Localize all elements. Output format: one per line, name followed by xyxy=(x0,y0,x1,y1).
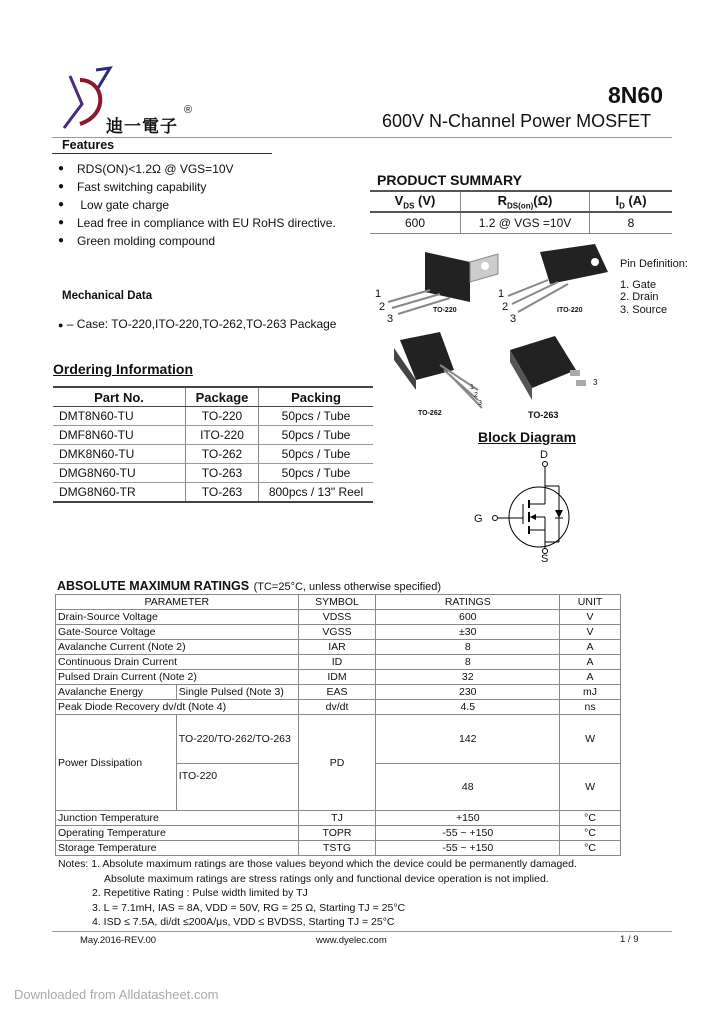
col-id: $I_D$ (A) xyxy=(590,191,673,212)
amr-heading: ABSOLUTE MAXIMUM RATINGS xyxy=(57,579,250,593)
features-rule xyxy=(52,153,272,154)
ito220-package-icon xyxy=(508,244,608,312)
amr-col-symbol: SYMBOL xyxy=(298,595,376,610)
to263-label: TO-263 xyxy=(528,410,559,420)
table-row: Power Dissipation TO-220/TO-262/TO-263 PD 142 W xyxy=(56,715,621,764)
feature-item: ● RDS(ON)<1.2Ω @ VGS=10V xyxy=(58,162,234,176)
to262-label: TO-262 xyxy=(418,410,442,417)
footer-rule xyxy=(52,931,672,932)
block-diagram-heading: Block Diagram xyxy=(478,429,577,445)
product-summary-heading: PRODUCT SUMMARY xyxy=(377,172,522,188)
table-row: ITO-220 48 W xyxy=(56,764,621,811)
col-rds: $R_{DS(on)}(\Omega)$ xyxy=(461,191,590,212)
source-label: S xyxy=(541,553,549,565)
logo-chinese-text: 迪一電子 xyxy=(106,117,178,137)
table-row: Junction Temperature TJ +150 °C xyxy=(56,811,621,826)
mechanical-heading: Mechanical Data xyxy=(62,290,153,302)
ordering-col-part: Part No. xyxy=(53,387,186,407)
amr-table xyxy=(55,594,621,856)
feature-item: ● Low gate charge xyxy=(58,198,170,212)
col-vds: $V_{DS}$ (V) xyxy=(370,191,461,212)
note-2: 2. Repetitive Rating : Pulse width limited by TJ xyxy=(92,887,308,899)
amr-col-ratings: RATINGS xyxy=(376,595,560,610)
product-summary-table xyxy=(370,190,672,234)
ordering-table xyxy=(53,386,373,503)
table-row: DMF8N60-TU ITO-220 50pcs / Tube xyxy=(53,426,373,445)
table-row: Drain-Source Voltage VDSS 600 V xyxy=(56,610,621,625)
table-row: Pulsed Drain Current (Note 2) IDM 32 A xyxy=(56,670,621,685)
amr-condition: (TC=25°C, unless otherwise specified) xyxy=(253,581,442,593)
table-row: Continuous Drain Current ID 8 A xyxy=(56,655,621,670)
table-row: DMT8N60-TU TO-220 50pcs / Tube xyxy=(53,407,373,426)
ordering-heading: Ordering Information xyxy=(53,361,193,377)
device-subtitle: 600V N-Channel Power MOSFET xyxy=(382,111,652,131)
registered-mark: ® xyxy=(184,104,193,116)
header-rule xyxy=(52,137,672,138)
vds-value: 600 xyxy=(370,212,461,233)
pin-num-to220: 1 2 3 xyxy=(375,288,394,325)
amr-col-parameter: PARAMETER xyxy=(56,595,299,610)
id-value: 8 xyxy=(590,212,673,233)
feature-item: ● Fast switching capability xyxy=(58,180,207,194)
ordering-col-package: Package xyxy=(186,387,259,407)
drain-label: D xyxy=(540,449,548,461)
rds-value: 1.2 @ VGS =10V xyxy=(461,212,590,233)
note-1b: Absolute maximum ratings are stress ratings only and functional device operation is not implied. xyxy=(104,872,549,885)
part-number: 8N60 xyxy=(608,82,663,108)
pin-num-to262: 1 2 3 xyxy=(470,384,482,407)
pin-drain: 2. Drain xyxy=(620,291,659,303)
to220-package-icon xyxy=(388,252,498,314)
pin-source: 3. Source xyxy=(620,303,668,316)
table-row: Avalanche Energy Single Pulsed (Note 3) EAS 230 mJ xyxy=(56,685,621,700)
features-list xyxy=(58,160,336,250)
amr-col-unit: UNIT xyxy=(560,595,621,610)
table-row: DMG8N60-TU TO-263 50pcs / Tube xyxy=(53,464,373,483)
footer-page: 1 / 9 xyxy=(620,934,639,945)
pin-definition-title: Pin Definition: xyxy=(620,258,688,270)
note-3: 3. L = 7.1mH, IAS = 8A, VDD = 50V, RG = 25 Ω, Starting TJ = 25°C xyxy=(92,901,406,914)
note-4: 4. ISD ≤ 7.5A, di/dt ≤200A/μs, VDD ≤ BVDSS, Starting TJ = 25°C xyxy=(92,916,395,928)
watermark: Downloaded from Alldatasheet.com xyxy=(14,987,219,1002)
pin-num-to263: 3 xyxy=(593,378,598,387)
footer-url[interactable]: www.dyelec.com xyxy=(316,935,387,946)
pin-num-ito220: 1 2 3 xyxy=(498,288,517,325)
footer-date: May.2016-REV.00 xyxy=(80,935,157,946)
table-row: DMG8N60-TR TO-263 800pcs / 13" Reel xyxy=(53,483,373,503)
pin-gate: 1. Gate xyxy=(620,278,657,291)
pin-definition xyxy=(620,258,688,316)
table-row: DMK8N60-TU TO-262 50pcs / Tube xyxy=(53,445,373,464)
features-heading: Features xyxy=(62,138,115,152)
feature-item: ● Green molding compound xyxy=(58,234,216,248)
mosfet-symbol-icon xyxy=(483,460,583,556)
amr-heading-row xyxy=(57,577,441,595)
mechanical-case: ● – Case: TO-220,ITO-220,TO-262,TO-263 Package xyxy=(58,317,337,331)
ordering-col-packing: Packing xyxy=(259,387,374,407)
note-1: Notes: 1. Absolute maximum ratings are those values beyond which the device could be permanently damaged. xyxy=(58,858,577,870)
to263-package-icon xyxy=(510,336,586,400)
table-row: Peak Diode Recovery dv/dt (Note 4) dv/dt 4.5 ns xyxy=(56,700,621,715)
ito220-label: ITO-220 xyxy=(557,307,583,314)
to262-package-icon xyxy=(394,332,482,408)
feature-item: ● Lead free in compliance with EU RoHS directive. xyxy=(58,216,336,230)
table-row: Avalanche Current (Note 2) IAR 8 A xyxy=(56,640,621,655)
to220-label: TO-220 xyxy=(433,307,457,314)
table-row: Gate-Source Voltage VGSS ±30 V xyxy=(56,625,621,640)
notes xyxy=(58,857,577,930)
gate-label: G xyxy=(474,513,483,525)
package-drawings xyxy=(370,240,630,430)
table-row: Operating Temperature TOPR -55 ~ +150 °C xyxy=(56,826,621,841)
table-row: Storage Temperature TSTG -55 ~ +150 °C xyxy=(56,841,621,856)
